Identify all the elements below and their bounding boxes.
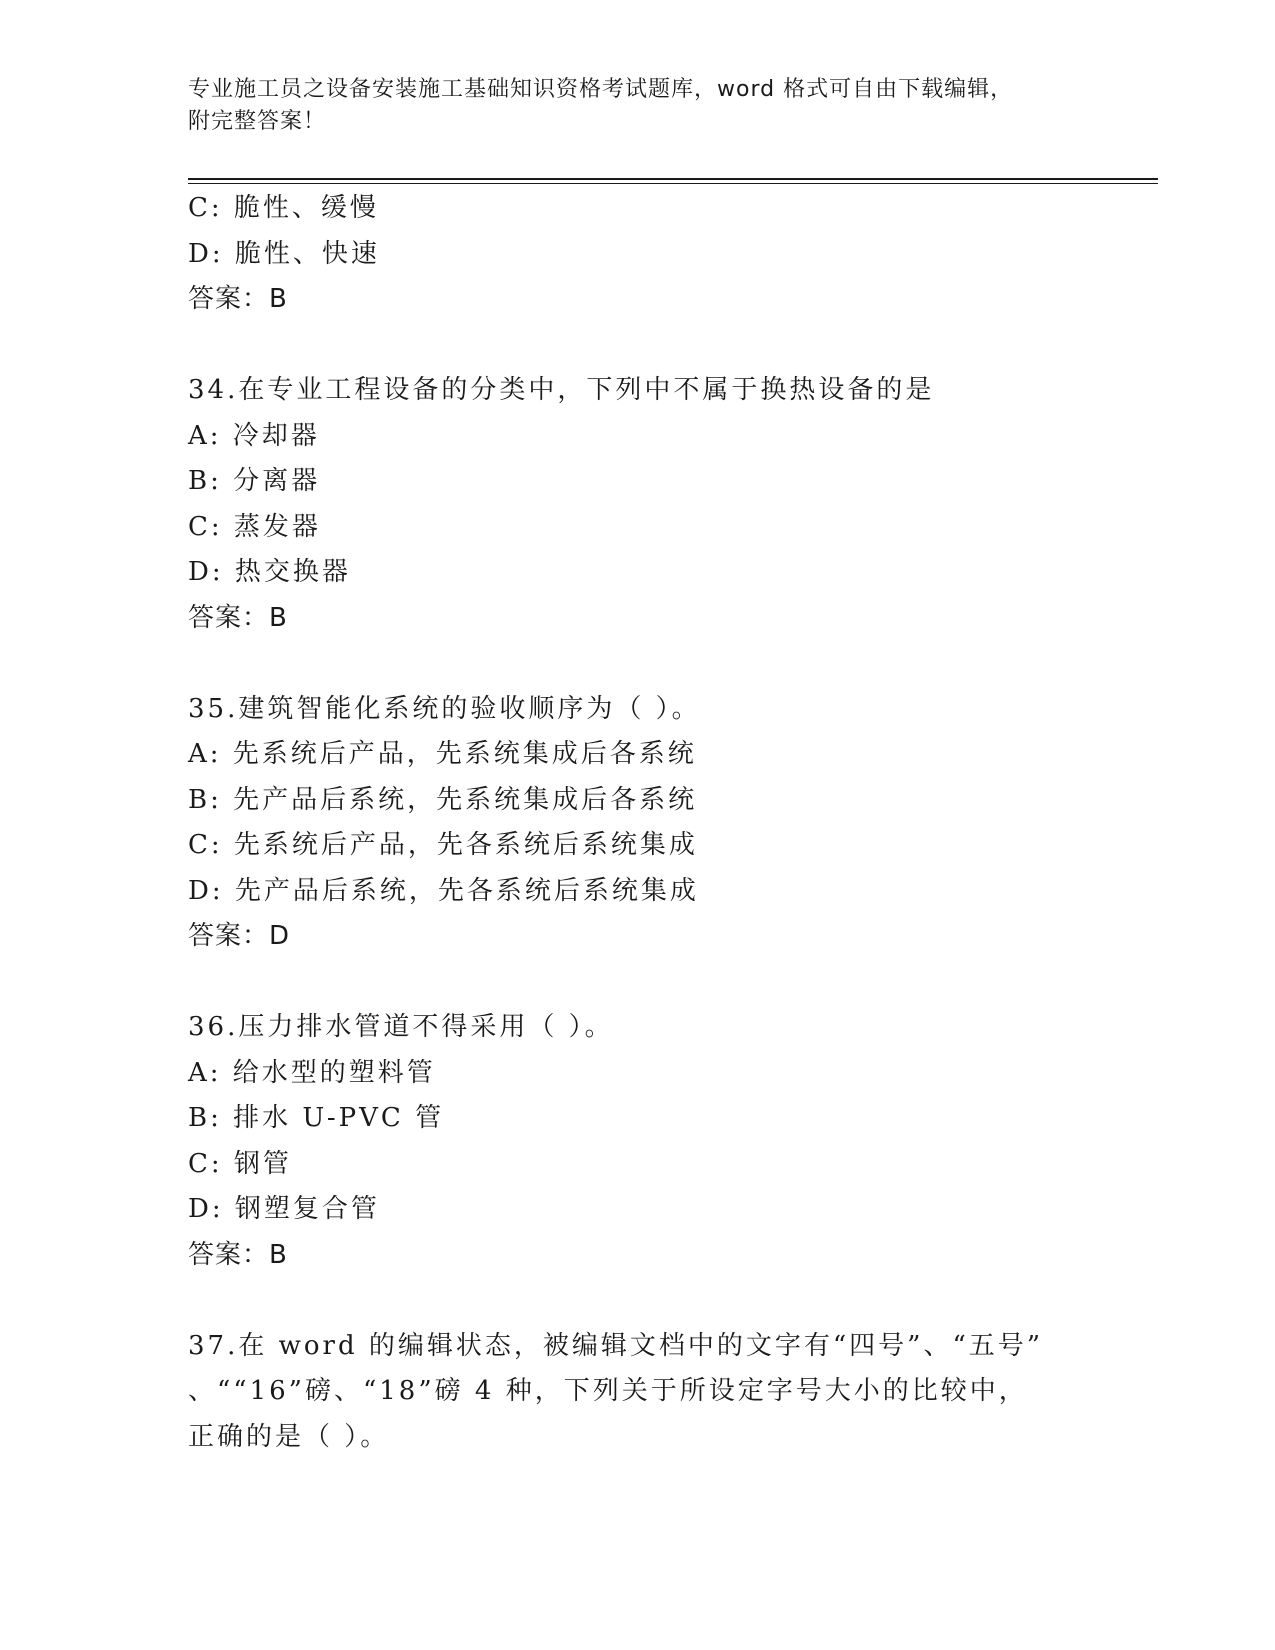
option-d: D: 钢塑复合管 bbox=[188, 1194, 380, 1224]
spacer bbox=[188, 1278, 1148, 1324]
question-34 bbox=[188, 368, 1148, 641]
question-35 bbox=[188, 687, 1148, 960]
question-36 bbox=[188, 1005, 1148, 1278]
answer-line: 答案：D bbox=[188, 921, 291, 951]
question-stem-line-2: 、““16”磅、“18”磅 4 种，下列关于所设定字号大小的比较中， bbox=[188, 1376, 1028, 1406]
option-c: C: 先系统后产品，先各系统后系统集成 bbox=[188, 830, 698, 860]
answer-line: 答案：B bbox=[188, 284, 288, 314]
page-header bbox=[188, 74, 1068, 138]
option-c: C: 蒸发器 bbox=[188, 511, 321, 542]
spacer bbox=[188, 960, 1148, 1006]
option-d: D: 先产品后系统，先各系统后系统集成 bbox=[188, 875, 699, 906]
answer-line: 答案：B bbox=[188, 1239, 288, 1270]
header-title-line-2: 附完整答案！ bbox=[188, 109, 327, 134]
spacer bbox=[188, 323, 1148, 369]
question-37 bbox=[188, 1324, 1148, 1461]
option-d: D: 脆性、快速 bbox=[188, 238, 380, 269]
option-c: C: 脆性、缓慢 bbox=[188, 193, 379, 223]
question-33-continued bbox=[188, 186, 1148, 323]
header-divider bbox=[188, 178, 1158, 184]
option-a: A: 冷却器 bbox=[188, 420, 320, 451]
question-list bbox=[188, 186, 1148, 1460]
question-stem-line-1: 37.在 word 的编辑状态，被编辑文档中的文字有“四号”、“五号” bbox=[188, 1330, 1044, 1361]
option-d: D: 热交换器 bbox=[188, 557, 351, 587]
option-a: A: 先系统后产品，先系统集成后各系统 bbox=[188, 739, 697, 769]
question-stem: 36.压力排水管道不得采用（ ）。 bbox=[188, 1012, 614, 1042]
answer-line: 答案：B bbox=[188, 602, 288, 633]
option-c: C: 钢管 bbox=[188, 1148, 292, 1179]
option-b: B: 分离器 bbox=[188, 466, 321, 496]
question-stem: 34.在专业工程设备的分类中，下列中不属于换热设备的是 bbox=[188, 375, 935, 405]
option-b: B: 排水 U-PVC 管 bbox=[188, 1103, 445, 1133]
option-b: B: 先产品后系统，先系统集成后各系统 bbox=[188, 784, 698, 815]
spacer bbox=[188, 641, 1148, 687]
question-stem-line-3: 正确的是（ ）。 bbox=[188, 1421, 390, 1452]
header-title-line-1: 专业施工员之设备安装施工基础知识资格考试题库，word 格式可自由下载编辑， bbox=[188, 77, 1014, 102]
option-a: A: 给水型的塑料管 bbox=[188, 1057, 436, 1088]
question-stem: 35.建筑智能化系统的验收顺序为（ ）。 bbox=[188, 693, 701, 724]
